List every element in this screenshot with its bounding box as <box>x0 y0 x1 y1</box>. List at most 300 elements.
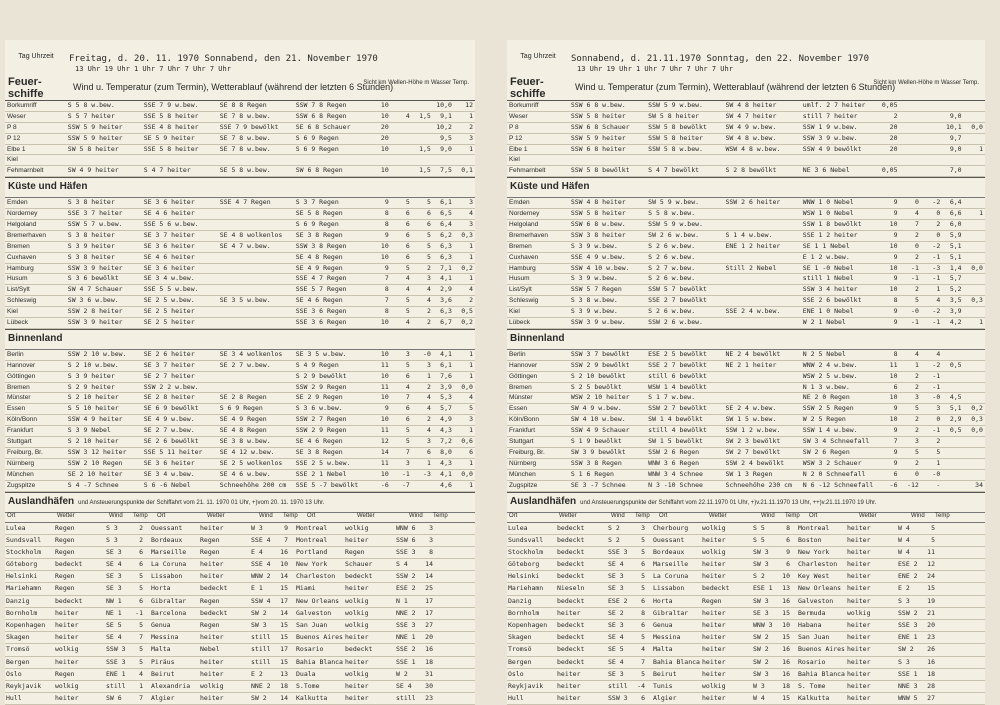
cell: SSW 1 8 bewölkt <box>802 220 862 229</box>
gap <box>790 657 797 668</box>
cell: 20 <box>425 633 433 642</box>
foreign-row <box>5 571 475 583</box>
cell: SE 4 8 wolkenlos <box>219 230 283 239</box>
cell: heiter <box>702 645 726 654</box>
cell <box>964 383 985 393</box>
cell: heiter <box>200 572 224 581</box>
cell: SSW 3 8 Regen <box>295 241 347 250</box>
cell: 0,6 <box>461 437 473 446</box>
table-row <box>507 361 985 372</box>
cell <box>899 112 920 122</box>
cell: 24 <box>927 572 935 581</box>
cell: 8 <box>384 285 389 294</box>
cell: Gibraltar <box>151 596 187 605</box>
cell: 7 <box>284 535 288 544</box>
cell: 4,6 <box>440 480 452 489</box>
gap <box>645 535 652 546</box>
cell: E 1 2 w.bew. <box>802 252 850 261</box>
cell: bedeckt <box>55 560 83 569</box>
cell <box>723 285 800 295</box>
cell: 8 <box>384 220 389 229</box>
cell: heiter <box>847 681 871 690</box>
cell: 9 <box>893 198 898 207</box>
table-row <box>507 101 985 112</box>
cell: 5 <box>914 296 919 305</box>
table-row <box>507 285 985 296</box>
cell: 20 <box>889 144 898 153</box>
cell: 10 <box>889 220 898 229</box>
cell: 18 <box>280 681 288 690</box>
cell: 3 <box>914 393 919 402</box>
cell: still <box>251 645 271 654</box>
cell: 5 <box>139 572 143 581</box>
station-name: Emden <box>509 199 530 207</box>
cell: 27 <box>425 621 433 629</box>
cell: 6,3 <box>440 252 452 261</box>
cell: 0,5 <box>949 426 962 435</box>
cell: 21 <box>927 608 935 617</box>
cell: Kalkutta <box>798 694 830 703</box>
cell: 15 <box>280 621 288 629</box>
cell: SSE 3 6 Regen <box>295 307 347 316</box>
gap <box>288 693 295 704</box>
cell: SSW 5 9 heiter <box>570 133 626 142</box>
cell: 1 <box>469 274 473 283</box>
cell: heiter <box>847 572 871 581</box>
cell: W 4 <box>898 535 910 544</box>
table-row <box>5 123 475 134</box>
gap <box>143 608 150 619</box>
cell: SSW 3 9 w.bew. <box>570 318 626 327</box>
cell: 1 <box>426 458 431 467</box>
station-name: P 8 <box>509 123 519 131</box>
foreign-row <box>507 644 985 656</box>
cell: heiter <box>702 694 726 703</box>
cell: S 3 9 w.bew. <box>570 241 618 250</box>
cell <box>646 155 723 165</box>
gap <box>143 620 150 631</box>
cell: heiter <box>702 633 726 642</box>
cell: SE 3 6 heiter <box>143 241 195 250</box>
cell: 0,1 <box>461 166 473 175</box>
foreign-col-label: Temp <box>635 512 650 519</box>
cell: 6 <box>641 596 645 605</box>
cell <box>723 253 800 263</box>
cell <box>921 145 942 155</box>
cell: 3 <box>936 404 941 413</box>
gap <box>790 669 797 680</box>
gap <box>143 681 150 692</box>
cell: S 3 7 Regen <box>295 198 339 207</box>
cell <box>66 155 142 165</box>
cell: 23 <box>927 633 935 642</box>
cell: 0 <box>914 469 919 478</box>
cell: 10 <box>782 572 790 581</box>
cell: 0,05 <box>881 166 898 175</box>
cell: SSE 5 6 w.bew. <box>143 220 199 229</box>
station-name: Elbe 1 <box>7 145 26 153</box>
cell: SW 6 <box>106 694 122 703</box>
station-name: Cuxhaven <box>509 253 539 261</box>
cell: SSE 7 9 w.bew. <box>143 101 199 109</box>
cell: S 2 8 bewölkt <box>725 166 777 175</box>
cell: 5 <box>641 535 645 544</box>
cell: SW 6 8 Regen <box>295 166 343 175</box>
cell: 4,5 <box>949 393 962 402</box>
cell: NE 1 <box>106 608 122 617</box>
cell: WSW 3 2 Schauer <box>802 458 862 467</box>
cell: bedeckt <box>557 657 585 666</box>
cell: 2 <box>426 263 431 272</box>
cell: 4 <box>426 393 431 402</box>
gap <box>288 657 295 668</box>
cell: SSW 2 4 bewölkt <box>725 458 785 467</box>
cell: E 2 <box>898 584 910 593</box>
cell: bedeckt <box>557 572 585 581</box>
cell: SW 3 <box>753 596 769 605</box>
cell: heiter <box>55 657 79 666</box>
cell: SSW 6 8 w.bew. <box>570 101 626 109</box>
cell <box>899 166 920 176</box>
cell: 5 <box>139 584 143 593</box>
cell: SW 2 3 bewölkt <box>725 437 781 446</box>
cell <box>899 123 920 133</box>
gap <box>288 571 295 582</box>
cell: 4 <box>469 393 473 402</box>
cell: still <box>251 633 271 642</box>
cell: 6 <box>641 694 645 703</box>
cell: 9 <box>893 447 898 456</box>
cell: 16 <box>782 645 790 654</box>
cell <box>218 372 294 382</box>
cell: 4,3 <box>440 458 452 467</box>
cell: 10 <box>380 469 389 478</box>
cell: S 3 <box>898 657 910 666</box>
cell: 23 <box>425 694 433 703</box>
cell: heiter <box>847 560 871 569</box>
gap <box>143 523 150 534</box>
cell: SE 3 7 heiter <box>143 360 195 369</box>
cell: 0,2 <box>461 318 473 327</box>
cell: SE 7 8 w.bew. <box>219 144 271 153</box>
foreign-row <box>5 608 475 620</box>
cell <box>964 372 985 382</box>
date-line: Sonnabend, d. 21.11.1970 Sonntag, den 22. November 1970 <box>571 54 870 64</box>
cell: SSW 2 10 Regen <box>67 458 123 467</box>
cell: 2 <box>426 318 431 327</box>
cell: WNW 6 <box>396 523 416 532</box>
table-row <box>5 134 475 145</box>
cell: NNE 3 <box>898 681 918 690</box>
cell: SSE 3 <box>106 657 126 666</box>
cell: SE 5 <box>106 621 122 629</box>
table-row <box>5 307 475 318</box>
cell: SSE 5 8 heiter <box>143 111 199 120</box>
cell: 9 <box>384 263 389 272</box>
cell: SSW 6 8 Regen <box>295 111 347 120</box>
cell <box>942 372 963 382</box>
cell: Mariehamn <box>6 584 42 593</box>
station-name: Bremerhaven <box>7 231 47 239</box>
cell: wolkig <box>345 669 369 678</box>
station-name: Elbe 1 <box>509 145 528 153</box>
cell: -1 <box>401 469 410 478</box>
station-name: Hamburg <box>509 264 536 272</box>
station-name: Helgoland <box>509 221 539 229</box>
gap <box>790 608 797 619</box>
foreign-col-label: Temp <box>785 512 800 519</box>
cell: SE 2 4 w.bew. <box>725 404 777 413</box>
cell: 2 <box>139 535 143 544</box>
foreign-col-label: Temp <box>283 512 298 519</box>
cell: 1 <box>469 144 473 153</box>
station-name: Husum <box>509 275 530 283</box>
cell: 2 <box>914 415 919 424</box>
cell: 7,6 <box>440 371 452 380</box>
cell: -0 <box>932 469 941 478</box>
table-row <box>507 350 985 361</box>
cell: S 1 9 bewölkt <box>570 437 622 446</box>
table-row <box>5 274 475 285</box>
cell: 4 <box>426 285 431 294</box>
cell: SSW 2 <box>396 572 416 581</box>
cell: 9 <box>284 523 288 532</box>
cell: SSE 4 <box>251 535 271 544</box>
cell: SSW 5 7 w.bew. <box>67 220 123 229</box>
foreign-note: und Ansteuerungspunkte der Schiffahrt vom 22.11.1970 01 Uhr, +)v.21.11.1970 13 Uhr, ++)v.21.11.1970 19 Uhr. <box>580 499 877 506</box>
cell: 7,5 <box>440 166 452 175</box>
cell: SW 4 9 heiter <box>67 166 119 175</box>
cell: 5 <box>405 198 410 207</box>
cell: SSE 3 7 heiter <box>67 209 123 218</box>
cell: -1 <box>911 318 919 327</box>
cell: heiter <box>847 657 871 666</box>
cell: bedeckt <box>200 584 228 593</box>
page-header <box>507 40 985 101</box>
table-row <box>5 220 475 231</box>
cell: bedeckt <box>557 560 585 569</box>
cell: S 1 4 w.bew. <box>725 230 773 239</box>
cell <box>964 470 985 480</box>
cell: SW 2 6 Regen <box>802 447 850 456</box>
cell: 8 <box>786 523 790 532</box>
station-name: München <box>7 470 34 478</box>
cell: 10 <box>889 415 898 424</box>
cell: -6 <box>380 480 389 489</box>
cell: SSW 5 9 heiter <box>67 122 123 131</box>
cell: 10 <box>380 393 389 402</box>
cell: 1,5 <box>419 166 431 175</box>
cell: SSW 3 7 bewölkt <box>570 349 630 358</box>
cell: 6,2 <box>440 230 452 239</box>
cell: - <box>936 480 941 489</box>
cell: 5 <box>426 230 431 239</box>
station-name: Bremen <box>7 242 30 250</box>
cell: SE 2 5 heiter <box>143 318 195 327</box>
cell: Tromsö <box>6 645 30 654</box>
cell: 11 <box>380 426 389 435</box>
cell: La Coruna <box>653 572 689 581</box>
cell: 10 <box>889 263 898 272</box>
cell: 8 <box>429 547 433 556</box>
cell: Tunis <box>653 681 673 690</box>
cell: SE 5 8 Regen <box>295 209 343 218</box>
station-name: P 8 <box>7 123 17 131</box>
foreign-row <box>507 681 985 693</box>
cell: 4 <box>914 349 919 358</box>
cell: heiter <box>847 535 871 544</box>
cell: heiter <box>702 669 726 678</box>
cell: wolkig <box>200 681 224 690</box>
cell: heiter <box>55 694 79 703</box>
cell: 9 <box>893 426 898 435</box>
foreign-row <box>507 657 985 669</box>
cell: still 7 heiter <box>802 111 858 120</box>
cell: 5,9 <box>949 230 962 239</box>
cell: heiter <box>702 657 726 666</box>
cell: 14 <box>425 560 433 569</box>
cell: New York <box>296 560 328 569</box>
foreign-row <box>5 657 475 669</box>
cell: WNW 3 4 Schnee <box>648 469 703 478</box>
cell: S 5 <box>753 535 765 544</box>
cell: 6,6 <box>949 209 962 218</box>
cell: Cherbourg <box>653 523 689 532</box>
station-name: Stuttgart <box>7 438 32 446</box>
cell: 1 <box>979 318 983 327</box>
cell: NW 1 <box>106 596 122 605</box>
cell: SE 2 6 heiter <box>143 349 195 358</box>
cell: NE 2 0 Regen <box>802 393 850 402</box>
cell <box>412 155 433 165</box>
cell: S 3 8 heiter <box>67 230 115 239</box>
table-row <box>507 393 985 404</box>
cell: San Juan <box>296 621 328 629</box>
cell: 5 <box>405 426 410 435</box>
cell <box>723 296 800 306</box>
table-row <box>5 426 475 437</box>
cell: heiter <box>55 633 79 642</box>
cell: SSE 3 <box>396 547 416 556</box>
cell: 10 <box>380 371 389 380</box>
cell: 4,1 <box>440 274 452 283</box>
cell: SE 3 <box>106 572 122 581</box>
cell: ESE 2 5 bewölkt <box>648 349 707 358</box>
cell: Sundsvall <box>6 535 42 544</box>
cell <box>370 155 391 165</box>
gap <box>288 681 295 692</box>
cell: Regen <box>200 621 220 629</box>
cell: S 2 10 heiter <box>67 437 119 446</box>
cell: 9 <box>893 307 898 316</box>
station-name: Lübeck <box>509 319 530 327</box>
cell: heiter <box>345 535 369 544</box>
cell: 17 <box>425 596 433 605</box>
cell: SSE 1 <box>898 669 918 678</box>
table-row <box>507 123 985 134</box>
gap <box>147 513 155 522</box>
cell: 16 <box>280 547 288 556</box>
cell: Horta <box>151 584 171 593</box>
cell: 1 <box>469 360 473 369</box>
cell: Buenos Aires <box>296 633 343 642</box>
cell: SSW 5 7 Regen <box>570 285 622 294</box>
cell <box>942 350 963 360</box>
cell: SSE 2 7 bewölkt <box>648 360 707 369</box>
cell: Beirut <box>151 669 175 678</box>
cell: 10 <box>889 371 898 380</box>
cell: Göteborg <box>6 560 38 569</box>
station-name: Bremerhaven <box>509 231 549 239</box>
cell: 6,1 <box>440 360 452 369</box>
cell: SW 3 6 w.bew. <box>67 296 119 305</box>
table-row <box>507 437 985 448</box>
cell: Skagen <box>6 633 30 642</box>
cell: SSW 3 4 heiter <box>802 285 858 294</box>
gap <box>288 559 295 570</box>
station-name: Nürnberg <box>7 459 35 467</box>
cell: Regen <box>200 535 220 544</box>
cell <box>964 350 985 360</box>
cell <box>921 166 942 176</box>
cell: SSW 5 7 bewölkt <box>648 285 707 294</box>
cell: 26 <box>927 645 935 654</box>
cell: SW 2 <box>898 645 914 654</box>
cell: 7 <box>641 657 645 666</box>
gap <box>288 608 295 619</box>
cell <box>964 231 985 241</box>
cell: S. Tome <box>798 681 826 690</box>
cell: 11 <box>380 360 389 369</box>
cell: S 2 6 w.bew. <box>648 307 696 316</box>
cell: 4 <box>426 404 431 413</box>
cell: heiter <box>847 523 871 532</box>
table-row <box>5 470 475 481</box>
cell: Regen <box>702 596 722 605</box>
gap <box>143 571 150 582</box>
gap <box>143 596 150 607</box>
cell: ESE 1 <box>753 584 773 593</box>
cell: 0,05 <box>881 101 898 109</box>
cell: Genua <box>151 621 171 629</box>
cell: 6 <box>405 252 410 261</box>
cell: 3 <box>469 133 473 142</box>
cell: Genua <box>653 621 673 629</box>
cell: WSW 1 0 Nebel <box>802 209 854 218</box>
cell: SW 5 8 heiter <box>67 144 119 153</box>
cell: SE 8 8 Regen <box>219 101 267 109</box>
foreign-row <box>507 632 985 644</box>
cell <box>218 285 294 295</box>
cell: SE 4 9 w.bew. <box>143 415 195 424</box>
cell: heiter <box>557 694 581 703</box>
foreign-row <box>5 632 475 644</box>
gap <box>143 583 150 594</box>
cell: SW 2 <box>251 694 267 703</box>
cell: SSE 1 <box>396 657 416 666</box>
cell: Rosario <box>798 657 826 666</box>
station-name: Nürnberg <box>509 459 537 467</box>
cell: SSW 2 9 Regen <box>295 426 347 435</box>
cell: W 2 5 Regen <box>802 415 846 424</box>
cell: 4,3 <box>440 426 452 435</box>
cell: 12 <box>465 101 473 109</box>
cell <box>921 112 942 122</box>
cell: 5 <box>139 657 143 666</box>
foreign-col-label: Wind <box>911 512 925 519</box>
cell: 4 <box>139 669 143 678</box>
cell <box>964 448 985 458</box>
